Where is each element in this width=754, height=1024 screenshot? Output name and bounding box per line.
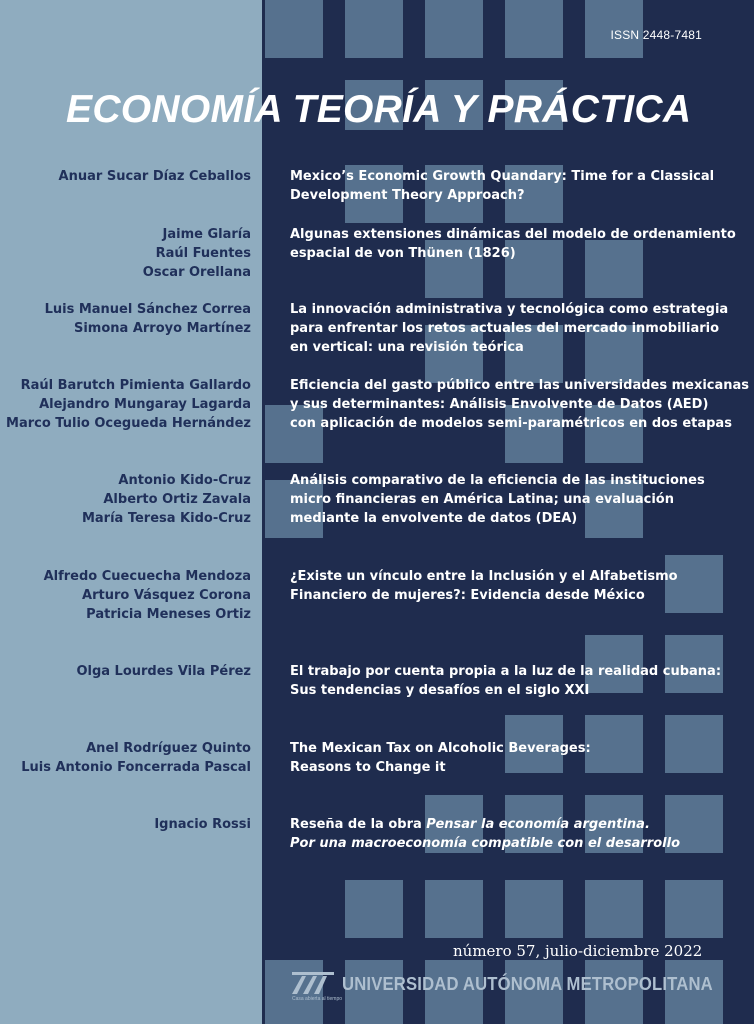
title-line: espacial de von Thünen (1826) [290,246,516,261]
author-name: Oscar Orellana [142,265,251,280]
article-authors [1,300,251,338]
title-line: Sus tendencias y desafíos en el siglo XXI [290,683,590,698]
article-title [290,815,730,853]
article-authors [1,739,251,777]
title-line: The Mexican Tax on Alcoholic Beverages: [290,741,591,756]
university-block [292,968,732,1004]
article-title [290,225,736,263]
article-authors [1,471,251,528]
author-name: Alberto Ortiz Zavala [103,492,251,507]
author-name: Simona Arroyo Martínez [73,321,251,336]
article-authors [1,376,251,433]
title-line: y sus determinantes: Análisis Envolvente de Datos (AED) [290,397,709,412]
pattern-square [505,880,563,938]
pattern-square [425,0,483,58]
issue-number: número 57, julio-diciembre 2022 [453,942,703,960]
title-line: Algunas extensiones dinámicas del modelo de ordenamiento [290,227,736,242]
pattern-square [665,880,723,938]
article-authors [1,167,251,186]
issn: ISSN 2448-7481 [610,28,702,42]
title-line: micro financieras en América Latina; una evaluación [290,492,674,507]
article-authors [1,567,251,624]
pattern-square [585,880,643,938]
book-title: Pensar la economía argentina. [426,817,650,832]
article-authors [1,662,251,681]
author-name: Anuar Sucar Díaz Ceballos [58,169,251,184]
article-authors [1,815,251,834]
title-line: Análisis comparativo de la eficiencia de las instituciones [290,473,705,488]
title-line: Development Theory Approach? [290,188,525,203]
author-name: Olga Lourdes Vila Pérez [76,664,251,679]
title-line: La innovación administrativa y tecnológica como estrategia [290,302,729,317]
review-prefix: Reseña de la obra [290,817,427,832]
book-subtitle: Por una macroeconomía compatible con el desarrollo [290,836,680,851]
title-line: con aplicación de modelos semi-paramétricos en dos etapas [290,416,732,431]
title-line: en vertical: una revisión teórica [290,340,524,355]
uam-logo-icon [292,972,334,994]
pattern-square [345,880,403,938]
author-name: Luis Manuel Sánchez Correa [44,302,251,317]
title-line: Financiero de mujeres?: Evidencia desde México [290,588,645,603]
title-line: El trabajo por cuenta propia a la luz de la realidad cubana: [290,664,722,679]
author-name: Alfredo Cuecuecha Mendoza [43,569,251,584]
author-name: Jaime Glaría [162,227,251,242]
title-line [290,815,730,834]
title-line: Mexico’s Economic Growth Quandary: Time for a Classical [290,169,715,184]
author-name: Antonio Kido-Cruz [118,473,251,488]
article-title [290,567,730,605]
author-name: Patricia Meneses Ortiz [86,607,251,622]
title-line: para enfrentar los retos actuales del mercado inmobiliario [290,321,720,336]
article-title [290,662,730,700]
author-name: Alejandro Mungaray Lagarda [39,397,251,412]
pattern-square [505,0,563,58]
article-authors [1,225,251,282]
author-name: Anel Rodríguez Quinto [86,741,251,756]
article-title [290,300,730,357]
university-tagline: Casa abierta al tiempo [292,996,343,1002]
article-title [290,376,750,433]
pattern-square [425,880,483,938]
article-title [290,167,730,205]
author-name: Ignacio Rossi [154,817,251,832]
title-line: Reasons to Change it [290,760,446,775]
journal-title: ECONOMÍA TEORÍA Y PRÁCTICA [66,88,692,131]
author-name: Marco Tulio Ocegueda Hernández [6,416,251,431]
university-name: UNIVERSIDAD AUTÓNOMA METROPOLITANA [342,973,713,994]
article-title [290,471,730,528]
title-line: mediante la envolvente de datos (DEA) [290,511,578,526]
author-name: Luis Antonio Foncerrada Pascal [21,760,251,775]
title-line: ¿Existe un vínculo entre la Inclusión y el Alfabetismo [290,569,678,584]
author-name: Raúl Barutch Pimienta Gallardo [20,378,251,393]
author-name: Arturo Vásquez Corona [82,588,251,603]
author-name: Raúl Fuentes [155,246,251,261]
author-name: María Teresa Kido-Cruz [81,511,251,526]
pattern-square [345,0,403,58]
pattern-square [265,0,323,58]
title-line: Eficiencia del gasto público entre las universidades mexicanas [290,378,750,393]
article-title [290,739,730,777]
